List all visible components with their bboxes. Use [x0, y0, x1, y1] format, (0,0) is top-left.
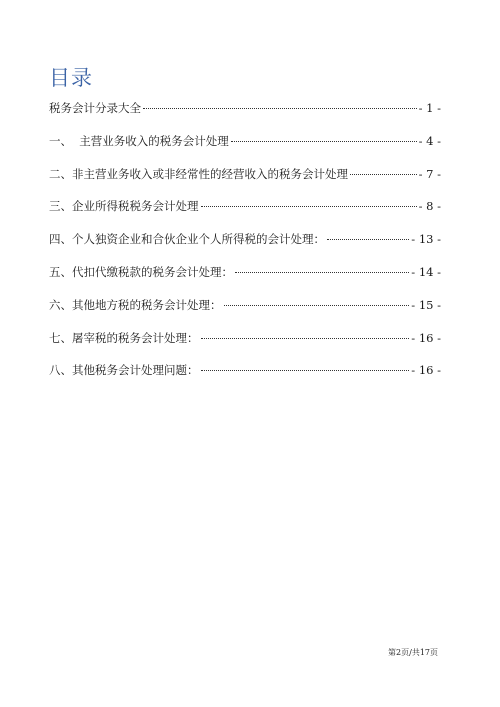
toc-entry-page: - 16 - — [411, 330, 441, 345]
toc-leader-dots — [201, 338, 410, 339]
toc-entry-label: 五、代扣代缴税款的税务会计处理： — [49, 264, 233, 279]
page-footer-indicator: 第2页/共17页 — [388, 648, 438, 657]
toc-leader-dots — [224, 305, 410, 306]
toc-entry[interactable] — [49, 330, 441, 363]
toc-entry-page: - 15 - — [411, 297, 441, 312]
toc-entry-label: 税务会计分录大全 — [49, 101, 141, 115]
toc-entry[interactable] — [49, 297, 441, 330]
toc-leader-dots — [201, 206, 417, 207]
toc-entry-label: 四、个人独资企业和合伙企业个人所得税的会计处理： — [49, 232, 325, 247]
toc-entry-page: - 8 - — [418, 199, 441, 214]
toc-entry[interactable] — [49, 133, 441, 166]
toc-leader-dots — [350, 174, 417, 175]
toc-entry-label: 六、其他地方税的税务会计处理： — [49, 297, 222, 312]
toc-entry[interactable] — [49, 264, 441, 297]
toc-entry[interactable] — [49, 198, 441, 231]
toc-entry-label: 七、屠宰税的税务会计处理： — [49, 330, 199, 345]
toc-entry-page: - 13 - — [411, 232, 441, 247]
toc-leader-dots — [231, 141, 417, 142]
toc-entry-page: - 16 - — [411, 363, 441, 378]
toc-entry-label: 二、非主营业务收入或非经常性的经营收入的税务会计处理 — [49, 166, 348, 181]
toc-entry[interactable] — [49, 231, 441, 264]
toc-list — [49, 100, 441, 395]
toc-entry-label: 八、其他税务会计处理问题： — [49, 363, 199, 378]
toc-leader-dots — [327, 239, 409, 240]
toc-entry[interactable] — [49, 100, 441, 133]
toc-entry-page: - 1 - — [418, 101, 441, 115]
toc-entry-page: - 14 - — [411, 264, 441, 279]
toc-leader-dots — [201, 370, 410, 371]
toc-entry[interactable] — [49, 166, 441, 199]
toc-entry-page: - 4 - — [418, 133, 441, 148]
toc-title: 目录 — [49, 66, 93, 90]
toc-entry-page: - 7 - — [418, 166, 441, 181]
toc-entry[interactable] — [49, 362, 441, 395]
toc-leader-dots — [235, 272, 409, 273]
toc-entry-label: 一、 主营业务收入的税务会计处理 — [49, 133, 229, 148]
toc-leader-dots — [143, 108, 417, 109]
toc-entry-label: 三、企业所得税税务会计处理 — [49, 199, 199, 214]
